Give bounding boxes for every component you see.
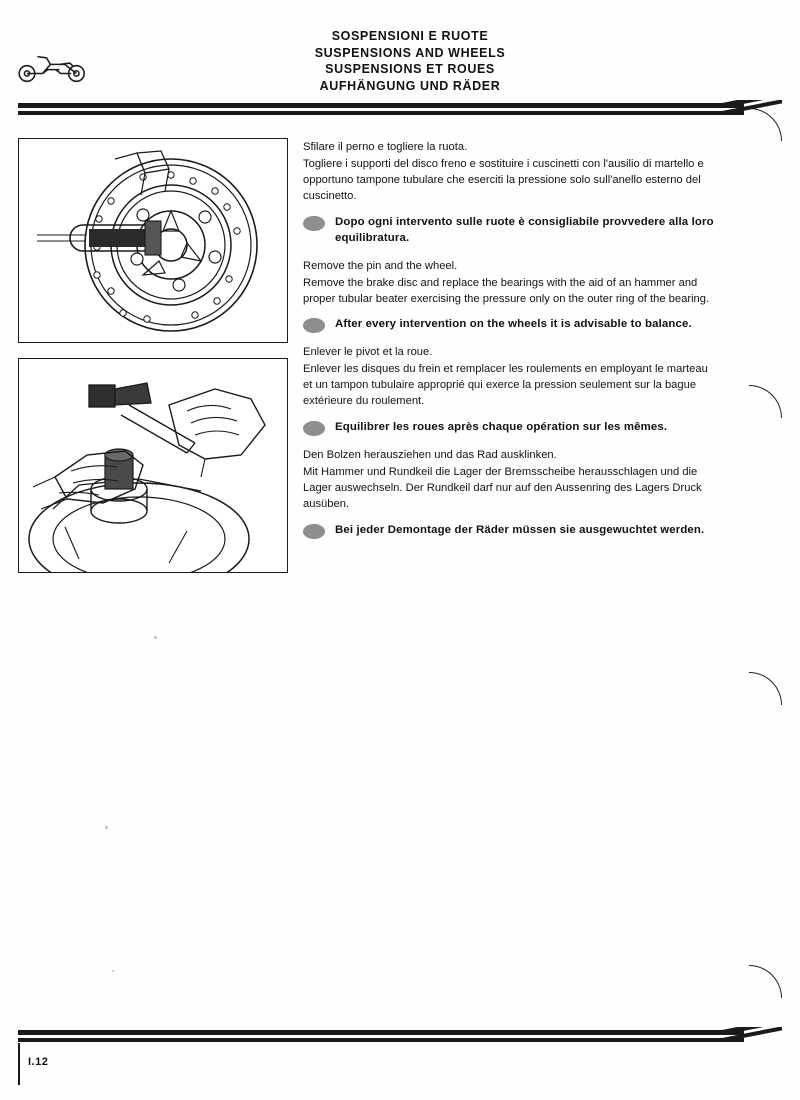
motorcycle-icon bbox=[14, 50, 92, 84]
paragraph-italian-2: Togliere i supporti del disco freno e sostituire i cuscinetti con l'ausilio di martello e opportuno tampone tubulare che eserciti la pressione solo sull'anello esterno del cuscinetto. bbox=[303, 157, 704, 202]
title-italian: SOSPENSIONI E RUOTE bbox=[331, 29, 489, 43]
footer-rule-tail bbox=[722, 1027, 782, 1049]
paragraph-italian-1: Sfilare il perno e togliere la ruota. bbox=[303, 141, 468, 153]
note-german bbox=[303, 522, 715, 539]
figure-hammer-tool bbox=[18, 358, 288, 573]
footer-rule bbox=[18, 1030, 744, 1043]
paragraph-french-2: Enlever les disques du frein et remplacer les roulements en employant le marteau et un tampon tubulaire approprié qui exerce la pression seulement sur la bague extérieure du roulement. bbox=[303, 363, 708, 408]
figure-wheel-bearing bbox=[18, 138, 288, 343]
instructions-italian bbox=[303, 140, 715, 247]
footer-vertical-rule bbox=[18, 1043, 20, 1085]
page-speck bbox=[105, 826, 108, 829]
page-title bbox=[200, 28, 620, 94]
note-english bbox=[303, 316, 715, 333]
note-italian-text: Dopo ogni intervento sulle ruote è consigliabile provvedere alla loro equilibratura. bbox=[335, 215, 714, 245]
instructions-german bbox=[303, 448, 715, 539]
title-german: AUFHÄNGUNG UND RÄDER bbox=[319, 78, 501, 93]
page-speck bbox=[154, 636, 157, 639]
note-french-text: Equilibrer les roues après chaque opération sur les mêmes. bbox=[335, 421, 668, 434]
margin-arc bbox=[749, 672, 782, 705]
paragraph-english-2: Remove the brake disc and replace the bearings with the aid of an hammer and proper tubular beater exercising the pressure only on the outer ring of the bearing. bbox=[303, 276, 710, 305]
margin-arc bbox=[749, 385, 782, 418]
page-number: I.12 bbox=[28, 1056, 49, 1068]
note-english-text: After every intervention on the wheels it is advisable to balance. bbox=[335, 318, 692, 331]
paragraph-german-1: Den Bolzen herausziehen und das Rad ausklinken. bbox=[303, 449, 557, 462]
instructions-french bbox=[303, 345, 715, 436]
note-french bbox=[303, 419, 715, 436]
instruction-text-column bbox=[303, 140, 715, 551]
note-bullet-icon bbox=[303, 318, 325, 333]
instructions-english bbox=[303, 259, 715, 334]
page-speck bbox=[112, 970, 114, 972]
note-german-text: Bei jeder Demontage der Räder müssen sie ausgewuchtet werden. bbox=[335, 523, 705, 536]
title-french: SUSPENSIONS ET ROUES bbox=[325, 62, 495, 76]
note-bullet-icon bbox=[303, 524, 325, 539]
note-bullet-icon bbox=[303, 421, 325, 436]
paragraph-german-2: Mit Hammer und Rundkeil die Lager der Bremsscheibe herausschlagen und die Lager auswechseln. Der Rundkeil darf nur auf den Aussenring des Lagers Druck ausüben. bbox=[303, 465, 702, 510]
note-italian bbox=[303, 214, 715, 247]
title-english: SUSPENSIONS AND WHEELS bbox=[314, 45, 506, 60]
paragraph-french-1: Enlever le pivot et la roue. bbox=[303, 346, 433, 359]
header-rule bbox=[18, 103, 744, 116]
paragraph-english-1: Remove the pin and the wheel. bbox=[303, 259, 458, 272]
margin-arc bbox=[749, 965, 782, 998]
note-bullet-icon bbox=[303, 216, 325, 231]
